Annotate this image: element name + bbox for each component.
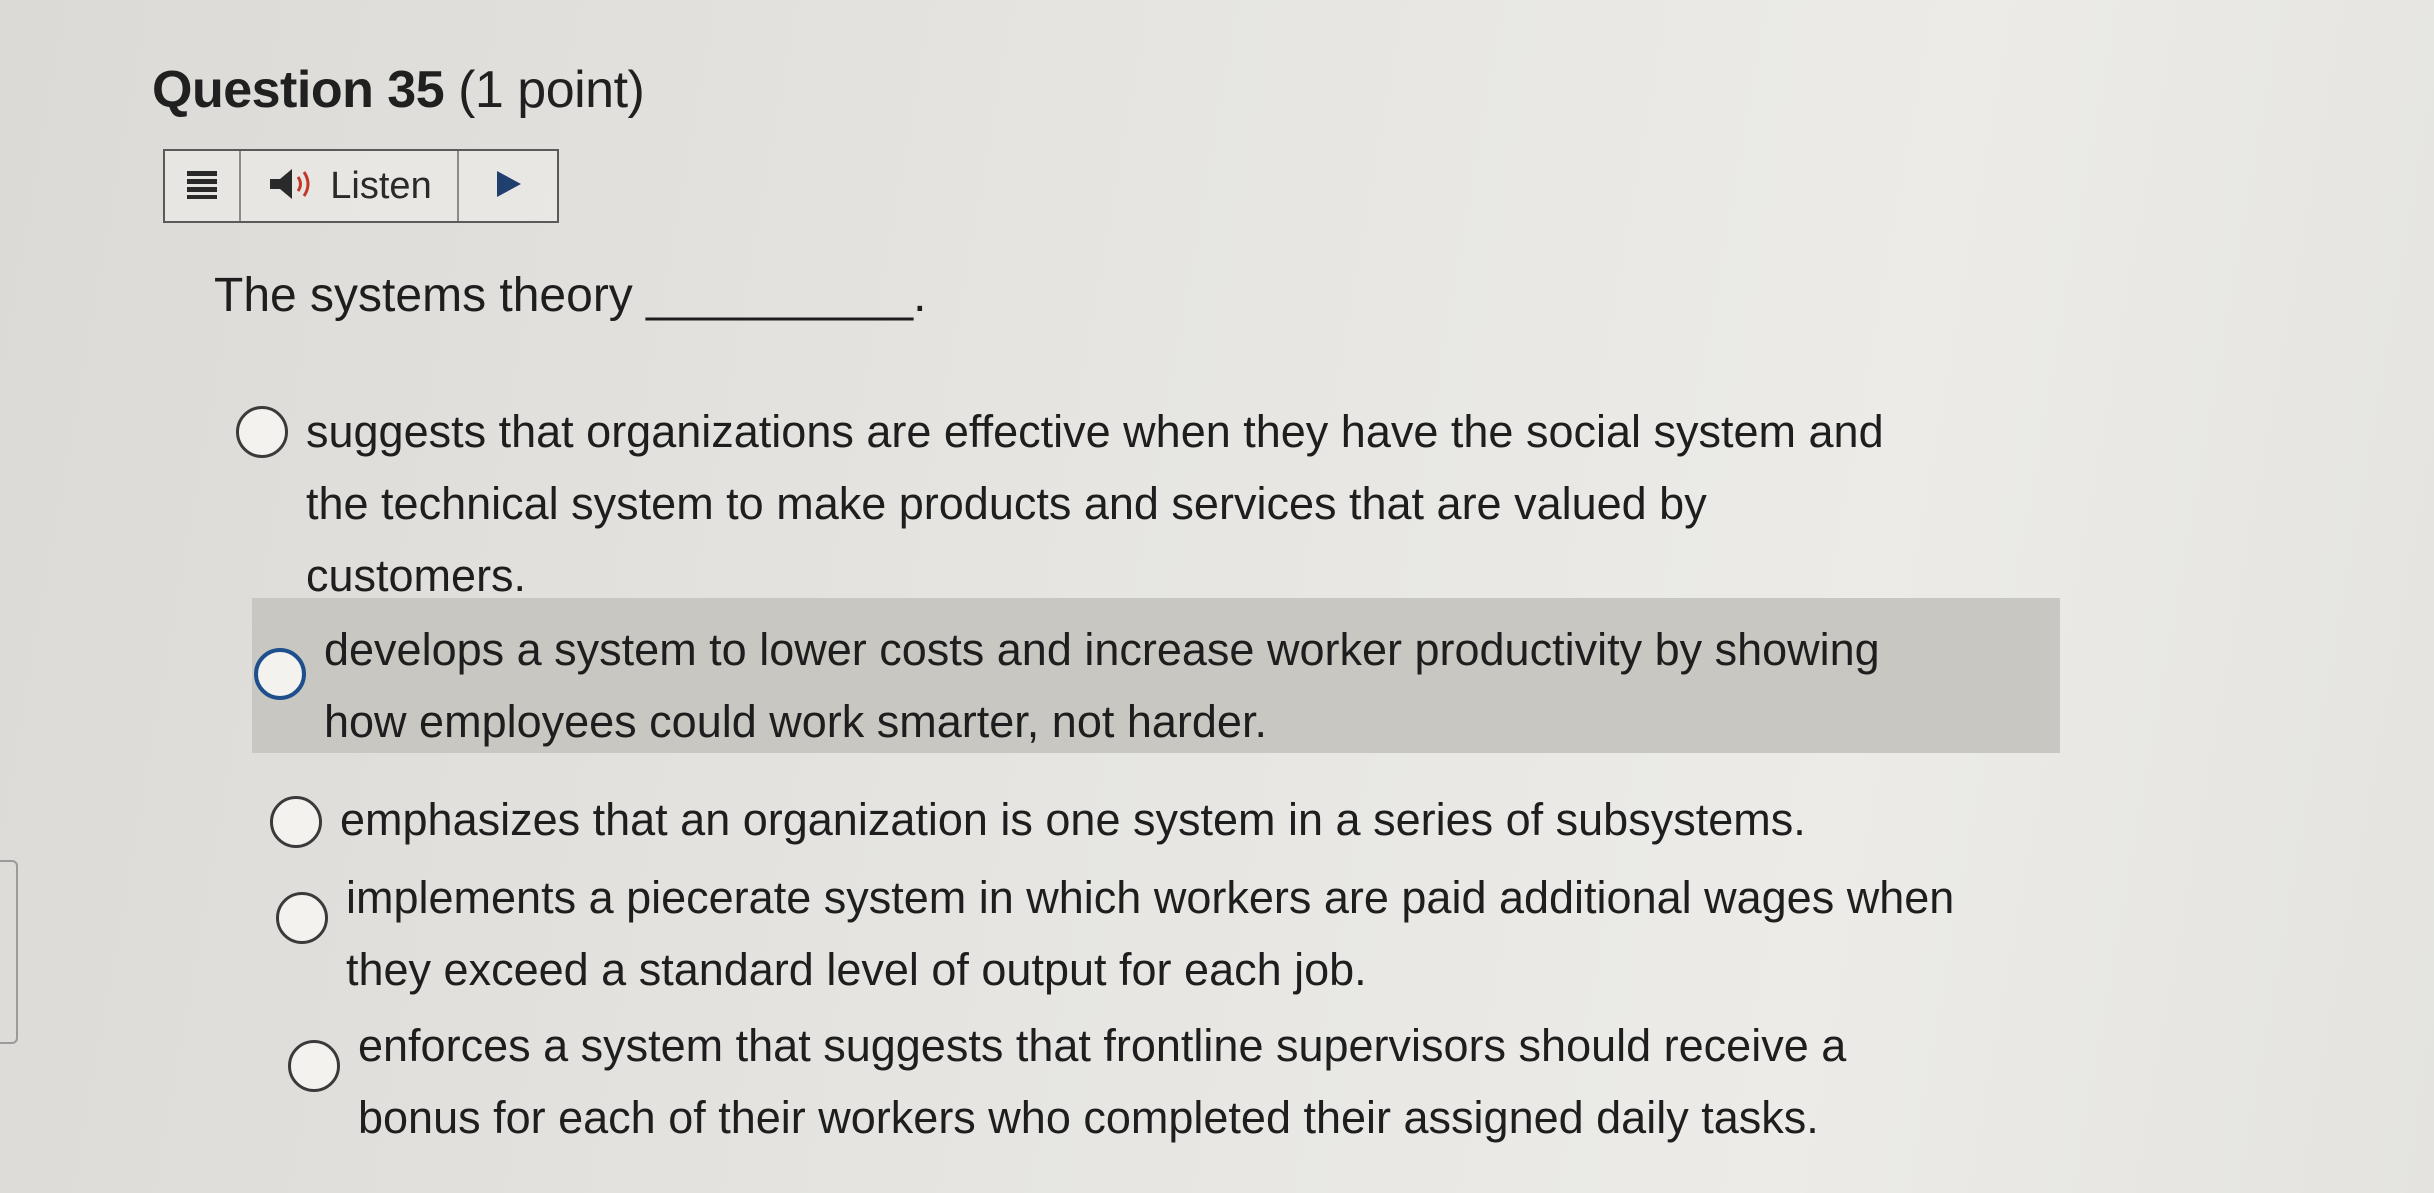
question-number: Question 35 xyxy=(152,61,445,119)
option-2-label[interactable] xyxy=(324,614,1880,758)
option-4-radio[interactable] xyxy=(276,892,328,944)
answer-option-5[interactable] xyxy=(288,1010,1846,1154)
option-3-label[interactable] xyxy=(340,784,1806,856)
play-button[interactable] xyxy=(459,151,557,221)
option-2-line-1: develops a system to lower costs and increase worker productivity by showing xyxy=(324,624,1880,675)
option-1-radio[interactable] xyxy=(236,406,288,458)
option-4-line-2: they exceed a standard level of output for each job. xyxy=(346,944,1367,995)
option-4-line-1: implements a piecerate system in which workers are paid additional wages when xyxy=(346,872,1955,923)
answer-option-3[interactable] xyxy=(270,784,1806,856)
question-heading xyxy=(152,60,644,120)
play-icon xyxy=(491,167,525,206)
option-5-radio[interactable] xyxy=(288,1040,340,1092)
option-3-line-1: emphasizes that an organization is one system in a series of subsystems. xyxy=(340,794,1806,845)
option-1-line-2: the technical system to make products and services that are valued by xyxy=(306,478,1707,529)
option-2-line-2: how employees could work smarter, not harder. xyxy=(324,696,1267,747)
option-4-label[interactable] xyxy=(346,862,1954,1006)
answer-option-2[interactable] xyxy=(254,610,1880,758)
option-1-label[interactable] xyxy=(306,396,1884,612)
listen-label: Listen xyxy=(330,164,432,207)
readspeaker-toolbar xyxy=(163,149,559,223)
speaker-icon xyxy=(266,166,316,207)
option-5-label[interactable] xyxy=(358,1010,1846,1154)
option-1-line-1: suggests that organizations are effective when they have the social system and xyxy=(306,406,1884,457)
option-2-radio[interactable] xyxy=(254,648,306,700)
option-5-line-2: bonus for each of their workers who completed their assigned daily tasks. xyxy=(358,1092,1819,1143)
option-1-line-3: customers. xyxy=(306,550,527,601)
menu-icon xyxy=(185,167,219,206)
question-prompt: The systems theory __________. xyxy=(214,269,927,322)
answer-option-1[interactable] xyxy=(236,396,1884,612)
question-points: (1 point) xyxy=(458,61,645,119)
answer-option-4[interactable] xyxy=(276,862,1954,1006)
option-5-line-1: enforces a system that suggests that frontline supervisors should receive a xyxy=(358,1020,1847,1071)
listen-button[interactable] xyxy=(241,151,459,221)
menu-button[interactable] xyxy=(165,151,241,221)
left-panel-edge xyxy=(0,860,18,1044)
option-3-radio[interactable] xyxy=(270,796,322,848)
